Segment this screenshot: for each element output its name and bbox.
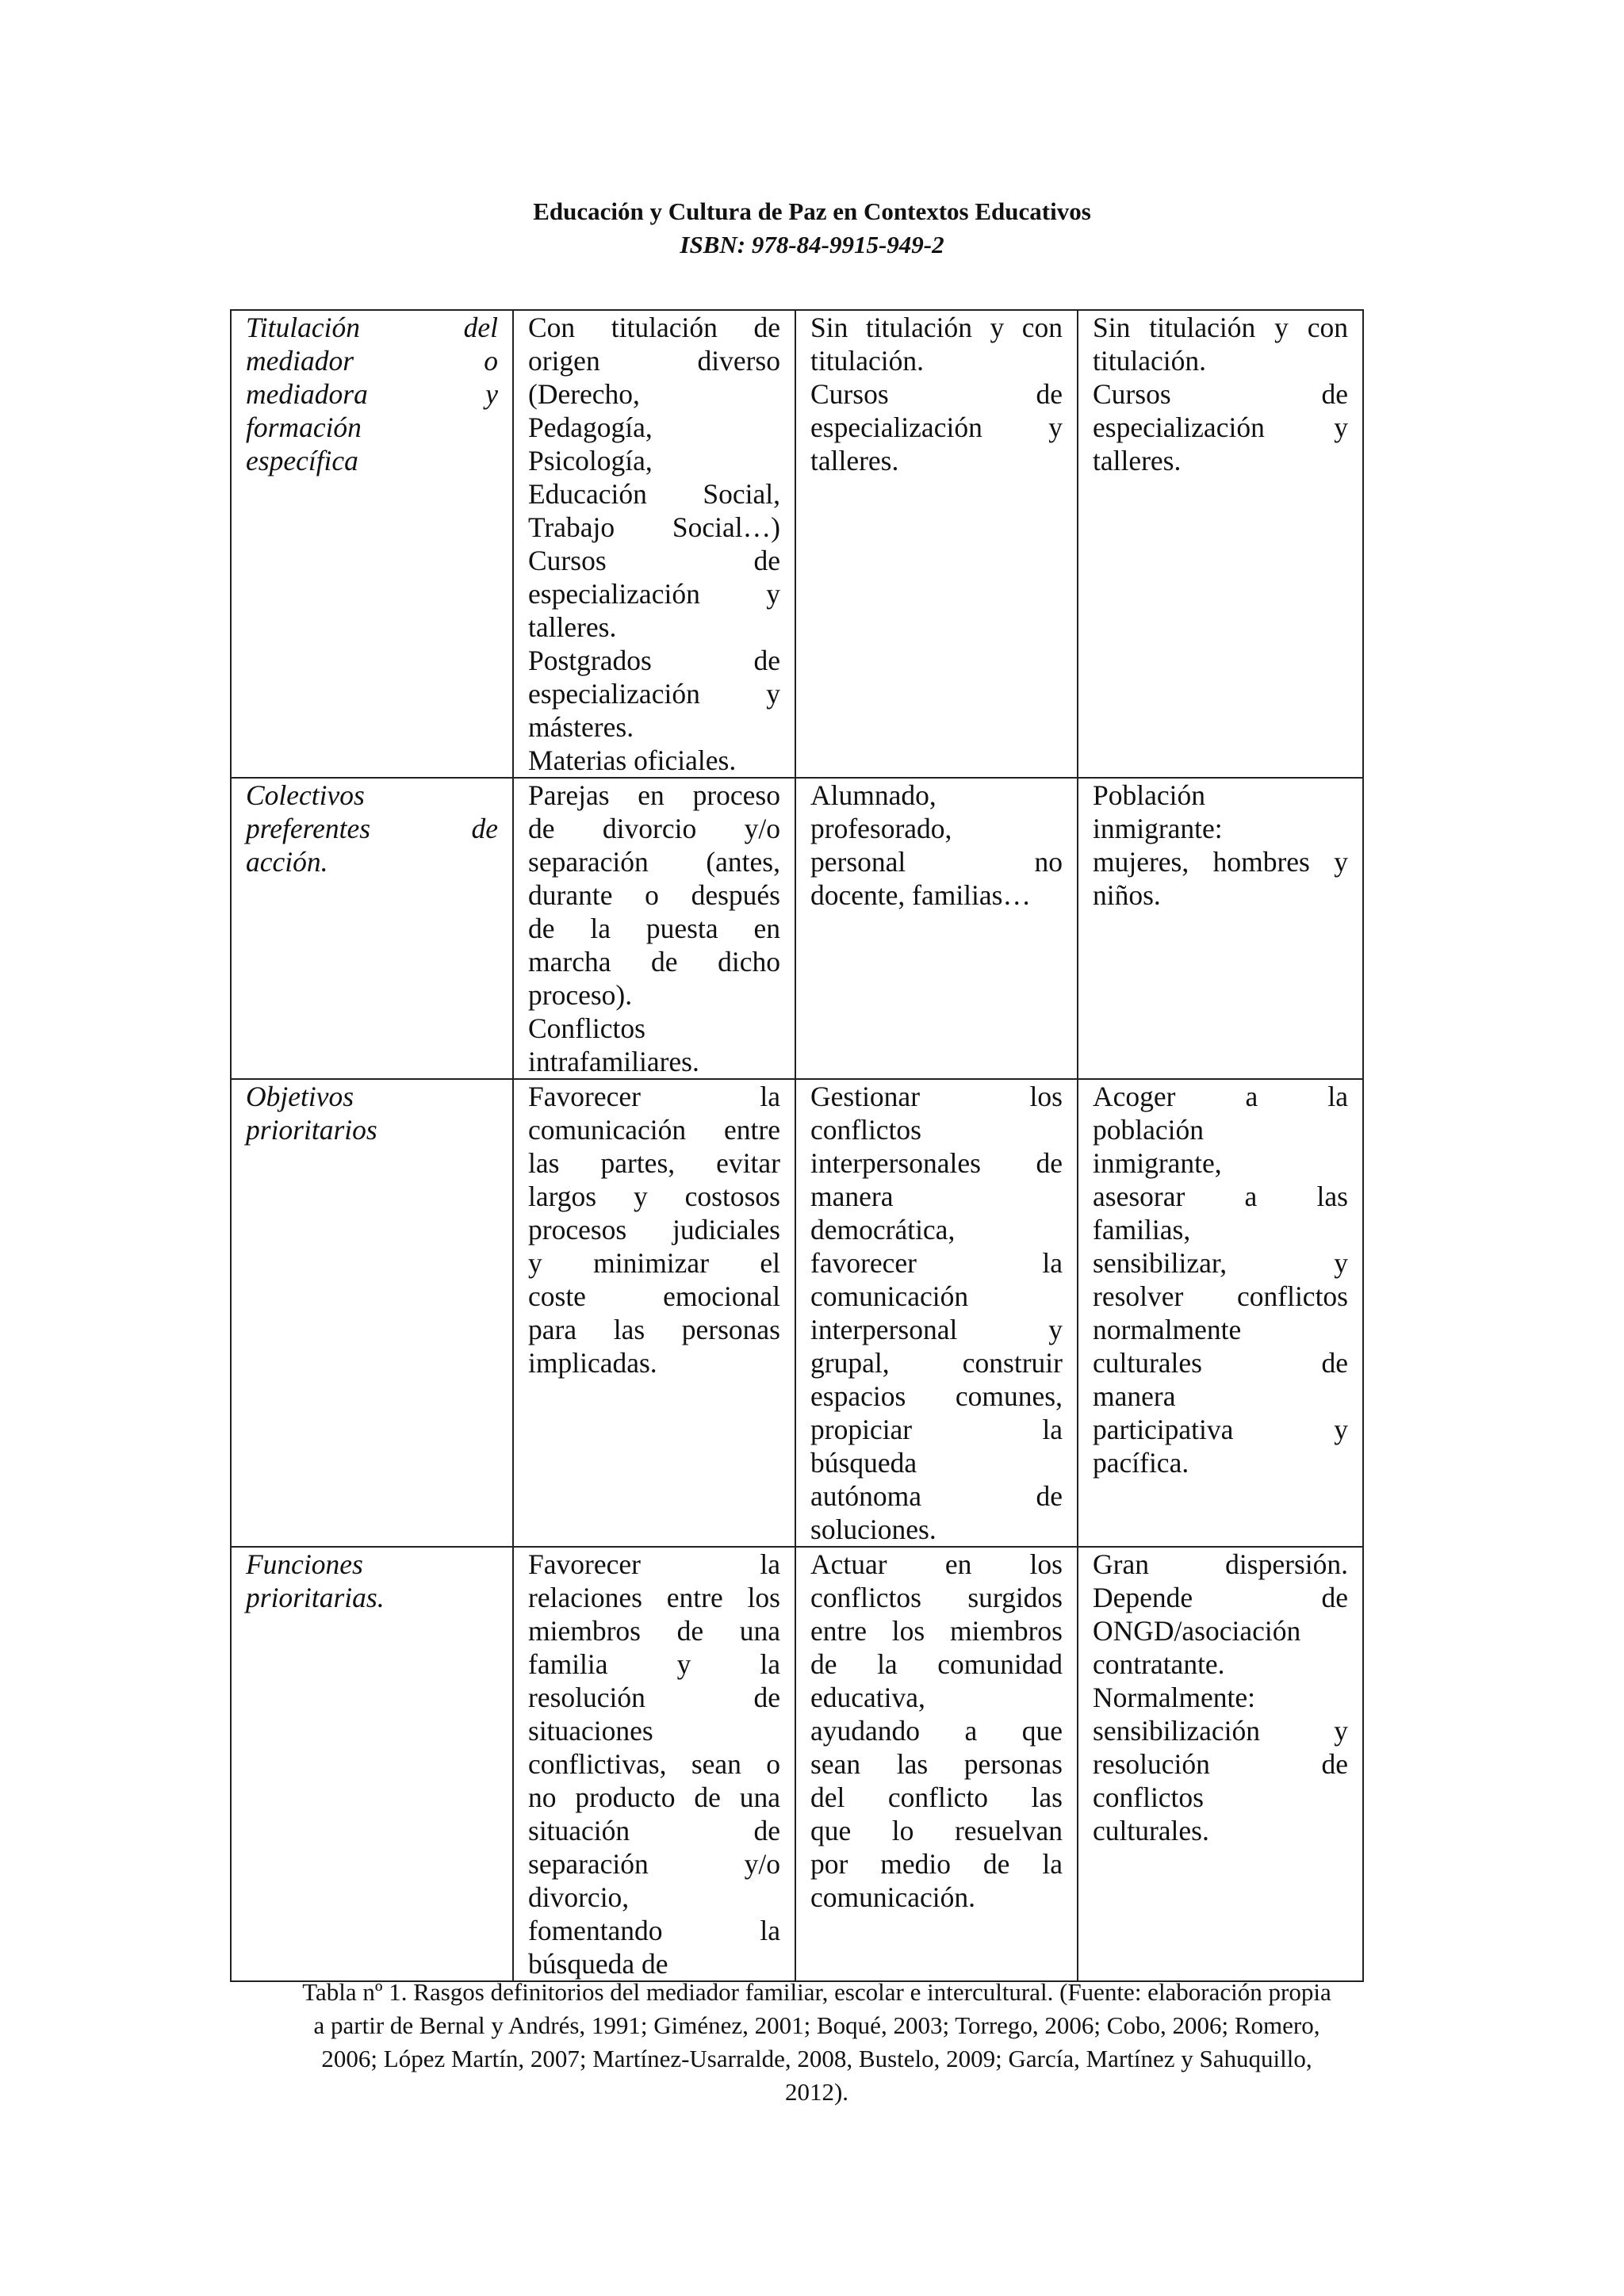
cell-line: del conflicto las (810, 1781, 1063, 1813)
cell-escolar (795, 310, 1078, 778)
cell-line: Sin titulación y con (810, 312, 1063, 343)
cell-line: situaciones (528, 1715, 653, 1747)
cell-line: Objetivos (246, 1081, 354, 1112)
cell-line: grupal, construir (810, 1347, 1063, 1379)
cell-line: familias, (1093, 1214, 1191, 1246)
cell-line: divorcio, (528, 1881, 630, 1913)
table-row (231, 310, 1363, 778)
caption-line: 2012). (784, 2078, 849, 2106)
mediator-comparison-table (230, 309, 1364, 1982)
cell-line: Funciones (246, 1548, 363, 1580)
cell-line: Normalmente: (1093, 1682, 1256, 1713)
cell-line: origen diverso (528, 345, 780, 377)
cell-line: culturales de (1093, 1347, 1348, 1379)
cell-line: titulación. (810, 345, 924, 377)
cell-line: Gestionar los (810, 1081, 1063, 1112)
cell-familiar (513, 1079, 795, 1547)
cell-line: de la puesta en (528, 913, 780, 944)
cell-line: ONGD/asociación (1093, 1615, 1301, 1647)
isbn: ISBN: 978-84-9915-949-2 (680, 231, 944, 258)
cell-intercultural (1078, 1079, 1363, 1547)
cell-line: separación y/o (528, 1848, 780, 1880)
caption-line: 2006; López Martín, 2007; Martínez-Usarralde, 2008, Bustelo, 2009; García, Martínez y Sahuquillo, (321, 2045, 1312, 2072)
cell-line: resolución de (1093, 1748, 1348, 1780)
cell-line: Actuar en los (810, 1548, 1063, 1580)
cell-line: mediadora y (246, 378, 498, 410)
cell-line: implicadas. (528, 1347, 657, 1379)
cell-line: conflictos (1093, 1781, 1204, 1813)
cell-line: procesos judiciales (528, 1214, 780, 1246)
caption-line: Tabla nº 1. Rasgos definitorios del mediador familiar, escolar e intercultural. (Fuente: elaboración propia (302, 1978, 1331, 2006)
cell-line: favorecer la (810, 1247, 1063, 1279)
cell-line: Favorecer la (528, 1081, 780, 1112)
cell-line: Postgrados de (528, 645, 780, 676)
table-body (231, 310, 1363, 1981)
cell-line: inmigrante: (1093, 813, 1223, 844)
cell-line: especialización y (1093, 411, 1348, 443)
cell-line: de la comunidad (810, 1648, 1063, 1680)
cell-line: específica (246, 445, 358, 476)
cell-line: talleres. (810, 445, 899, 476)
cell-line: Trabajo Social…) (528, 511, 780, 543)
cell-line: sean las personas (810, 1748, 1063, 1780)
cell-line: conflictivas, sean o (528, 1748, 780, 1780)
row-label-cell (231, 1079, 513, 1547)
cell-line: separación (antes, (528, 846, 780, 878)
cell-line: Depende de (1093, 1582, 1348, 1613)
cell-line: proceso). (528, 979, 633, 1011)
cell-line: que lo resuelvan (810, 1815, 1063, 1846)
cell-line: sensibilizar, y (1093, 1247, 1348, 1279)
cell-line: conflictos (810, 1114, 921, 1146)
cell-line: inmigrante, (1093, 1147, 1222, 1179)
cell-line: acción. (246, 846, 328, 878)
book-title: Educación y Cultura de Paz en Contextos Educativos (533, 197, 1091, 225)
cell-familiar (513, 778, 795, 1079)
cell-line: Cursos de (810, 378, 1063, 410)
cell-line: participativa y (1093, 1414, 1348, 1445)
cell-line: mediador o (246, 345, 498, 377)
cell-line: comunicación. (810, 1881, 975, 1913)
table-caption (230, 1976, 1404, 2109)
cell-line: especialización y (810, 411, 1063, 443)
cell-line: (Derecho, (528, 378, 640, 410)
cell-line: Educación Social, (528, 478, 780, 510)
cell-line: personal no (810, 846, 1063, 878)
cell-line: Alumnado, (810, 779, 936, 811)
cell-line: Titulación del (246, 312, 498, 343)
cell-line: prioritarias. (246, 1582, 385, 1613)
cell-line: Conflictos (528, 1012, 645, 1044)
cell-line: niños. (1093, 879, 1161, 911)
cell-line: entre los miembros (810, 1615, 1063, 1647)
cell-line: especialización y (528, 578, 780, 610)
cell-familiar (513, 1547, 795, 1981)
cell-line: fomentando la (528, 1915, 780, 1946)
cell-line: comunicación entre (528, 1114, 780, 1146)
cell-line: talleres. (528, 611, 617, 643)
cell-line: comunicación (810, 1280, 969, 1312)
cell-line: normalmente (1093, 1314, 1242, 1345)
cell-line: para las personas (528, 1314, 780, 1345)
cell-line: resolución de (528, 1682, 780, 1713)
table-row (231, 778, 1363, 1079)
cell-line: familia y la (528, 1648, 780, 1680)
cell-line: de divorcio y/o (528, 813, 780, 844)
cell-line: Cursos de (528, 545, 780, 576)
cell-familiar (513, 310, 795, 778)
cell-line: Pedagogía, (528, 411, 653, 443)
cell-line: y minimizar el (528, 1247, 780, 1279)
cell-line: miembros de una (528, 1615, 780, 1647)
cell-line: marcha de dicho (528, 946, 780, 978)
cell-line: Gran dispersión. (1093, 1548, 1348, 1580)
table-row (231, 1079, 1363, 1547)
cell-line: ayudando a que (810, 1715, 1063, 1747)
cell-line: Colectivos (246, 779, 365, 811)
cell-line: mujeres, hombres y (1093, 846, 1348, 878)
cell-line: espacios comunes, (810, 1380, 1063, 1412)
cell-line: culturales. (1093, 1815, 1209, 1846)
cell-line: Sin titulación y con (1093, 312, 1348, 343)
page-header (0, 195, 1624, 262)
cell-line: Población (1093, 779, 1205, 811)
cell-line: Con titulación de (528, 312, 780, 343)
cell-intercultural (1078, 778, 1363, 1079)
row-label-cell (231, 778, 513, 1079)
cell-line: búsqueda de (528, 1948, 668, 1980)
cell-line: másteres. (528, 711, 634, 743)
cell-line: interpersonal y (810, 1314, 1063, 1345)
cell-line: educativa, (810, 1682, 925, 1713)
cell-line: docente, familias… (810, 879, 1031, 911)
cell-line: preferentes de (246, 813, 498, 844)
cell-line: autónoma de (810, 1480, 1063, 1512)
cell-line: Psicología, (528, 445, 653, 476)
cell-line: soluciones. (810, 1513, 936, 1545)
cell-intercultural (1078, 310, 1363, 778)
cell-escolar (795, 778, 1078, 1079)
cell-line: conflictos surgidos (810, 1582, 1063, 1613)
cell-line: propiciar la (810, 1414, 1063, 1445)
cell-line: resolver conflictos (1093, 1280, 1348, 1312)
cell-line: largos y costosos (528, 1181, 780, 1212)
cell-line: especialización y (528, 678, 780, 710)
cell-line: formación (246, 411, 362, 443)
cell-line: coste emocional (528, 1280, 780, 1312)
cell-line: no producto de una (528, 1781, 780, 1813)
cell-line: Favorecer la (528, 1548, 780, 1580)
cell-line: intrafamiliares. (528, 1046, 699, 1077)
cell-line: pacífica. (1093, 1447, 1189, 1479)
cell-line: profesorado, (810, 813, 952, 844)
caption-line: a partir de Bernal y Andrés, 1991; Giménez, 2001; Boqué, 2003; Torrego, 2006; Cobo, 2006; Romero, (313, 2011, 1320, 2039)
cell-line: población (1093, 1114, 1204, 1146)
cell-line: las partes, evitar (528, 1147, 780, 1179)
cell-line: durante o después (528, 879, 780, 911)
cell-line: Acoger a la (1093, 1081, 1348, 1112)
cell-line: manera (810, 1181, 894, 1212)
cell-line: manera (1093, 1380, 1176, 1412)
cell-line: sensibilización y (1093, 1715, 1348, 1747)
cell-line: situación de (528, 1815, 780, 1846)
cell-line: búsqueda (810, 1447, 917, 1479)
table-row (231, 1547, 1363, 1981)
cell-line: Cursos de (1093, 378, 1348, 410)
cell-line: por medio de la (810, 1848, 1063, 1880)
cell-line: interpersonales de (810, 1147, 1063, 1179)
cell-line: contratante. (1093, 1648, 1225, 1680)
cell-line: talleres. (1093, 445, 1182, 476)
cell-escolar (795, 1547, 1078, 1981)
cell-line: prioritarios (246, 1114, 377, 1146)
cell-line: titulación. (1093, 345, 1206, 377)
cell-line: asesorar a las (1093, 1181, 1348, 1212)
cell-line: Parejas en proceso (528, 779, 780, 811)
cell-line: democrática, (810, 1214, 956, 1246)
row-label-cell (231, 1547, 513, 1981)
cell-intercultural (1078, 1547, 1363, 1981)
row-label-cell (231, 310, 513, 778)
cell-escolar (795, 1079, 1078, 1547)
cell-line: Materias oficiales. (528, 744, 737, 776)
cell-line: relaciones entre los (528, 1582, 780, 1613)
